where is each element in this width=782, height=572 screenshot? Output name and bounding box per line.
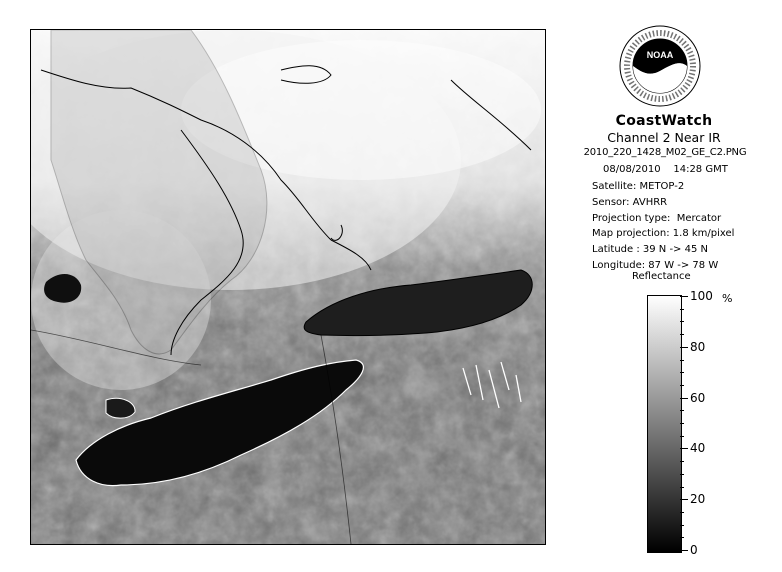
- colorbar-minor-tick: [680, 461, 684, 462]
- noaa-logo: [619, 25, 701, 107]
- reflectance-colorbar: [647, 295, 682, 553]
- colorbar-major-tick: [680, 550, 688, 551]
- satellite-scene: [31, 30, 545, 544]
- colorbar-major-tick: [680, 347, 688, 348]
- colorbar-minor-tick: [680, 410, 684, 411]
- colorbar-label: Reflectance: [632, 271, 691, 282]
- colorbar-minor-tick: [680, 372, 684, 373]
- colorbar-major-tick: [680, 499, 688, 500]
- logo-text: NOAA: [646, 50, 674, 60]
- map-projection: Map projection: 1.8 km/pixel: [592, 228, 735, 239]
- colorbar-minor-tick: [680, 385, 684, 386]
- colorbar-tick-label: 0: [690, 543, 698, 557]
- colorbar-minor-tick: [680, 487, 684, 488]
- file-name: 2010_220_1428_M02_GE_C2.PNG: [583, 147, 747, 158]
- product-title: CoastWatch: [615, 113, 713, 129]
- colorbar-minor-tick: [680, 474, 684, 475]
- noaa-seal-icon: [619, 25, 701, 107]
- colorbar-minor-tick: [680, 360, 684, 361]
- channel-label: Channel 2 Near IR: [607, 130, 721, 145]
- projection-type: Projection type: Mercator: [592, 213, 722, 224]
- longitude-range: Longitude: 87 W -> 78 W: [592, 260, 719, 271]
- satellite-image: [30, 29, 546, 545]
- colorbar-major-tick: [680, 448, 688, 449]
- latitude-range: Latitude : 39 N -> 45 N: [592, 244, 708, 255]
- colorbar-unit: %: [722, 292, 733, 305]
- colorbar-tick-label: 80: [690, 340, 706, 354]
- colorbar-minor-tick: [680, 321, 684, 322]
- colorbar-minor-tick: [680, 512, 684, 513]
- datetime: 08/08/2010 14:28 GMT: [603, 164, 728, 175]
- colorbar-minor-tick: [680, 423, 684, 424]
- colorbar-major-tick: [680, 398, 688, 399]
- colorbar-tick-label: 20: [690, 492, 706, 506]
- satellite-info: Satellite: METOP-2: [592, 181, 685, 192]
- colorbar-minor-tick: [680, 309, 684, 310]
- colorbar-major-tick: [680, 296, 688, 297]
- colorbar-tick-label: 100: [690, 289, 713, 303]
- sensor-info: Sensor: AVHRR: [592, 197, 668, 208]
- colorbar-minor-tick: [680, 334, 684, 335]
- colorbar-minor-tick: [680, 537, 684, 538]
- colorbar-tick-label: 40: [690, 441, 706, 455]
- colorbar-minor-tick: [680, 525, 684, 526]
- colorbar-tick-label: 60: [690, 391, 706, 405]
- colorbar-minor-tick: [680, 436, 684, 437]
